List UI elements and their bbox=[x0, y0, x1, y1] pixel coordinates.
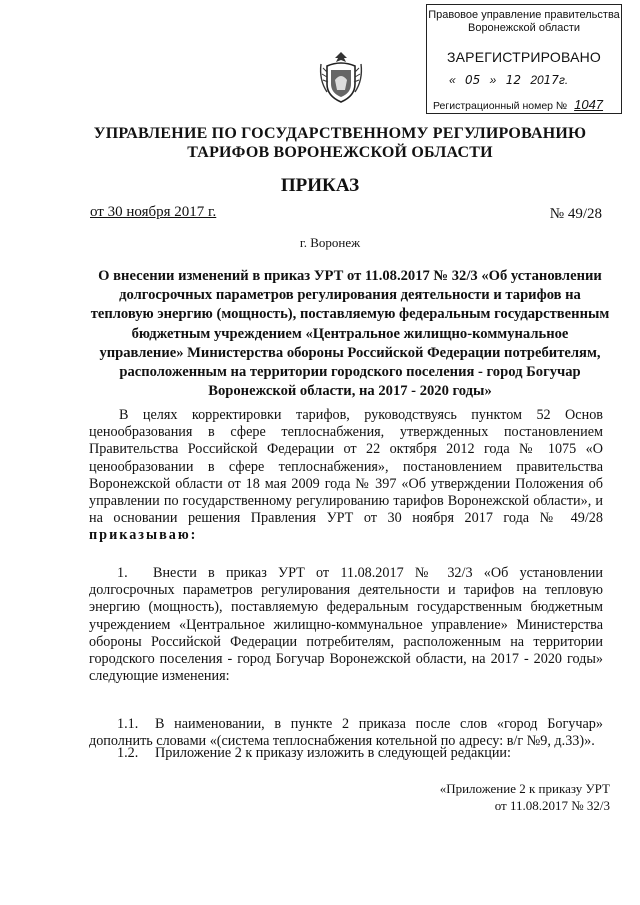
preamble-text: В целях корректировки тарифов, руководствуясь пунктом 52 Основ ценообразования в сфере теплоснабжения, утвержденных постановлением Правительства Российской Федерации от 22 октября 2012 года № 1075 «О ценообразовании в сфере теплоснабжения», постановлением правительства Воронежской области от 18 мая 2009 года № 397 «Об утверждении Положения об управлении по государственному регулированию тарифов Воронежской области», и на основании решения Правления УРТ от 30 ноября 2017 года № 49/28 bbox=[89, 407, 603, 527]
city: г. Воронеж bbox=[299, 235, 361, 250]
stamp-date-month: 12 bbox=[505, 73, 521, 87]
stamp-org-line1: Правовое управление правительства bbox=[428, 9, 620, 21]
stamp-org-line2: Воронежской области bbox=[467, 22, 580, 34]
stamp-date-year: 20 bbox=[530, 73, 544, 87]
item-1-2 bbox=[89, 745, 603, 762]
item-1-2-text: Приложение 2 к приказу изложить в следующей редакции: bbox=[155, 745, 511, 761]
item-1-1-number: 1.1. bbox=[117, 716, 139, 732]
document-number: № 49/28 bbox=[549, 206, 602, 222]
stamp-reg-number bbox=[433, 97, 603, 112]
stamp-date-suffix: г. bbox=[558, 73, 569, 87]
preamble-paragraph bbox=[89, 407, 603, 545]
item-1-number: 1. bbox=[117, 565, 128, 581]
stamp-date-day: 05 bbox=[465, 73, 481, 87]
document-type: ПРИКАЗ bbox=[280, 175, 360, 196]
document-date: от 30 ноября 2017 г. bbox=[90, 204, 217, 220]
appendix-line2: от 11.08.2017 № 32/3 bbox=[494, 798, 610, 813]
item-1-1-text: В наименовании, в пункте 2 приказа после слов «город Богучар» дополнить словами «(система теплоснабжения котельной по адресу: в/г №9, д.33)». bbox=[89, 716, 603, 750]
coat-of-arms-icon bbox=[318, 50, 364, 104]
stamp-date-close-quote: » bbox=[489, 73, 497, 87]
appendix-header bbox=[440, 780, 610, 814]
item-1-text: Внести в приказ УРТ от 11.08.2017 № 32/3 «Об установлении долгосрочных параметров регулирования деятельности и тарифов на тепловую энергию (мощность), поставляемую федеральным государственным бюджетным учреждением «Центральное жилищно-коммунальное управление» Министерства обороны Российской Федерации потребителям, расположенным на территории городского поселения - город Богучар Воронежской области, на 2017 - 2020 годы» следующие изменения: bbox=[89, 565, 603, 685]
stamp-date-year-hand: 17 bbox=[543, 73, 559, 87]
stamp-date bbox=[449, 73, 568, 87]
agency-name bbox=[60, 124, 620, 162]
item-1-2-number: 1.2. bbox=[117, 745, 139, 761]
order-word: приказываю: bbox=[89, 527, 198, 544]
registration-stamp bbox=[426, 4, 622, 114]
stamp-organization bbox=[427, 9, 621, 35]
stamp-reg-number-label: Регистрационный номер № bbox=[433, 100, 568, 112]
item-1 bbox=[89, 565, 603, 685]
agency-line1: УПРАВЛЕНИЕ ПО ГОСУДАРСТВЕННОМУ РЕГУЛИРОВАНИЮ bbox=[93, 125, 587, 142]
stamp-registered: ЗАРЕГИСТРИРОВАНО bbox=[446, 49, 602, 65]
agency-line2: ТАРИФОВ ВОРОНЕЖСКОЙ ОБЛАСТИ bbox=[187, 144, 493, 161]
appendix-line1: «Приложение 2 к приказу УРТ bbox=[439, 781, 610, 796]
stamp-date-open-quote: « bbox=[449, 73, 456, 87]
document-subject: О внесении изменений в приказ УРТ от 11.08.2017 № 32/3 «Об установлении долгосрочных параметров регулирования деятельности и тарифов на тепловую энергию (мощность), поставляемую федеральным государственным бюджетным учреждением «Центральное жилищно-коммунальное управление» Министерства обороны Российской Федерации потребителям, расположенным на территории городского поселения - город Богучар Воронежской области, на 2017 - 2020 годы» bbox=[90, 268, 610, 400]
stamp-reg-number-value: 1047 bbox=[574, 97, 604, 112]
